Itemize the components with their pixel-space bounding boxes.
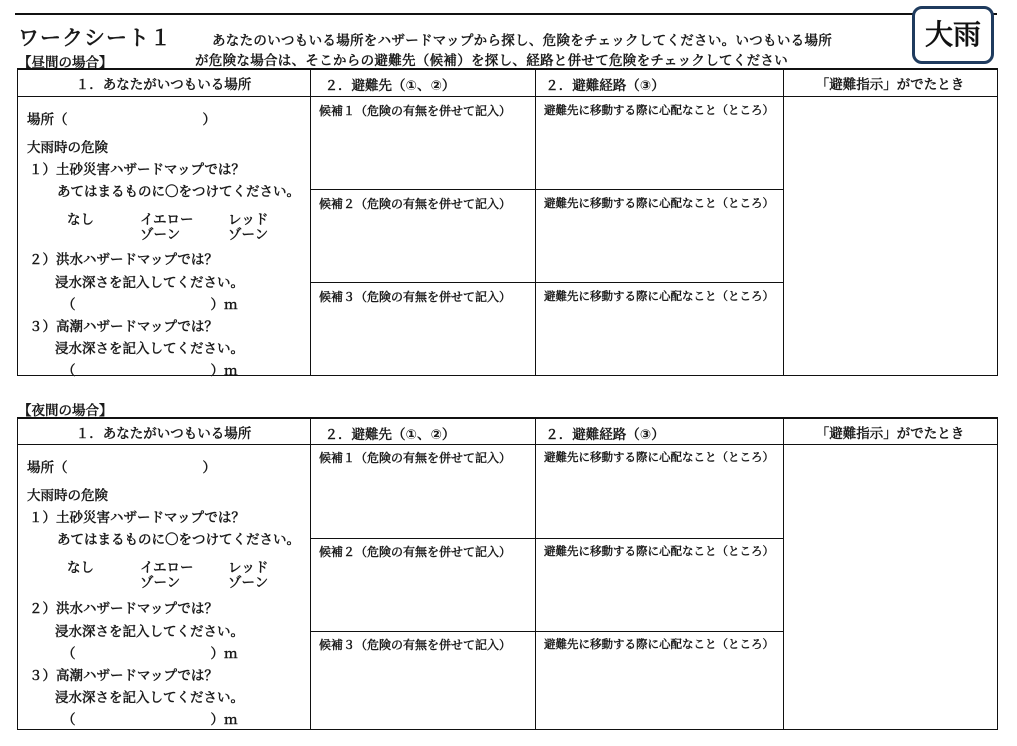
option-yellow-zone-1[interactable]: イエロー — [140, 560, 194, 576]
storm-surge-depth-field[interactable]: （ ）ｍ — [62, 712, 238, 728]
heavy-rain-badge: 大雨 — [912, 6, 994, 64]
place-field[interactable]: 場所（ ） — [27, 460, 216, 476]
question-landslide: １）土砂災害ハザードマップでは？ — [29, 162, 245, 178]
column-header-location: １．あなたがいつもいる場所 — [75, 77, 252, 93]
candidate-1-label: 候補１（危険の有無を併せて記入） — [319, 104, 512, 118]
section-label-day: 【昼間の場合】 — [18, 55, 113, 71]
question-flood-note: 浸水深さを記入してください。 — [55, 624, 244, 640]
candidate-3-label: 候補３（危険の有無を併せて記入） — [319, 638, 512, 652]
candidate-2-label: 候補２（危険の有無を併せて記入） — [319, 197, 512, 211]
danger-heading: 大雨時の危険 — [27, 140, 108, 156]
question-landslide-note: あてはまるものに〇をつけてください。 — [57, 532, 300, 548]
option-red-zone-2[interactable]: ゾーン — [228, 575, 269, 591]
flood-depth-field[interactable]: （ ）ｍ — [62, 646, 238, 662]
question-flood-note: 浸水深さを記入してください。 — [55, 275, 244, 291]
column-header-route: ２．避難経路（③） — [545, 427, 665, 443]
route-note-3: 避難先に移動する際に心配なこと（ところ） — [544, 289, 774, 303]
question-landslide-note: あてはまるものに〇をつけてください。 — [57, 184, 300, 200]
worksheet-table-night — [17, 417, 998, 731]
flood-depth-field[interactable]: （ ）ｍ — [62, 297, 238, 313]
candidate-3-label: 候補３（危険の有無を併せて記入） — [319, 290, 512, 304]
storm-surge-depth-field[interactable]: （ ）ｍ — [62, 363, 238, 379]
column-header-route: ２．避難経路（③） — [545, 78, 665, 94]
question-storm-surge-note: 浸水深さを記入してください。 — [55, 341, 244, 357]
question-flood: ２）洪水ハザードマップでは？ — [29, 252, 218, 268]
danger-heading: 大雨時の危険 — [27, 488, 108, 504]
worksheet-table-day — [17, 68, 998, 379]
option-red-zone-1[interactable]: レッド — [228, 212, 269, 228]
instruction-line-1: あなたのいつもいる場所をハザードマップから探し、危険をチェックしてください。いつもいる場所 — [212, 33, 833, 49]
option-none[interactable]: なし — [67, 560, 94, 576]
route-note-1: 避難先に移動する際に心配なこと（ところ） — [544, 103, 774, 117]
route-note-3: 避難先に移動する際に心配なこと（ところ） — [544, 637, 774, 651]
instruction-line-2: が危険な場合は、そこからの避難先（候補）を探し、経路と併せて危険をチェックしてください — [195, 53, 788, 69]
option-red-zone-2[interactable]: ゾーン — [228, 227, 269, 243]
top-rule — [15, 13, 997, 15]
route-note-2: 避難先に移動する際に心配なこと（ところ） — [544, 544, 774, 558]
page-title: ワークシート１ — [18, 26, 172, 50]
column-header-location: １．あなたがいつもいる場所 — [75, 426, 252, 442]
question-storm-surge-note: 浸水深さを記入してください。 — [55, 690, 244, 706]
option-none[interactable]: なし — [67, 212, 94, 228]
question-flood: ２）洪水ハザードマップでは？ — [29, 601, 218, 617]
option-yellow-zone-1[interactable]: イエロー — [140, 212, 194, 228]
route-note-2: 避難先に移動する際に心配なこと（ところ） — [544, 196, 774, 210]
place-field[interactable]: 場所（ ） — [27, 112, 216, 128]
candidate-1-label: 候補１（危険の有無を併せて記入） — [319, 451, 512, 465]
column-header-evacuation-order: 「避難指示」がでたとき — [815, 77, 965, 93]
option-yellow-zone-2[interactable]: ゾーン — [140, 575, 181, 591]
column-header-destination: ２．避難先（①、②） — [324, 78, 456, 94]
option-yellow-zone-2[interactable]: ゾーン — [140, 227, 181, 243]
option-red-zone-1[interactable]: レッド — [228, 560, 269, 576]
candidate-2-label: 候補２（危険の有無を併せて記入） — [319, 545, 512, 559]
question-landslide: １）土砂災害ハザードマップでは？ — [29, 510, 245, 526]
column-header-destination: ２．避難先（①、②） — [324, 427, 456, 443]
section-label-night: 【夜間の場合】 — [18, 403, 113, 419]
question-storm-surge: ３）高潮ハザードマップでは？ — [29, 319, 218, 335]
route-note-1: 避難先に移動する際に心配なこと（ところ） — [544, 450, 774, 464]
question-storm-surge: ３）高潮ハザードマップでは？ — [29, 668, 218, 684]
column-header-evacuation-order: 「避難指示」がでたとき — [815, 426, 965, 442]
